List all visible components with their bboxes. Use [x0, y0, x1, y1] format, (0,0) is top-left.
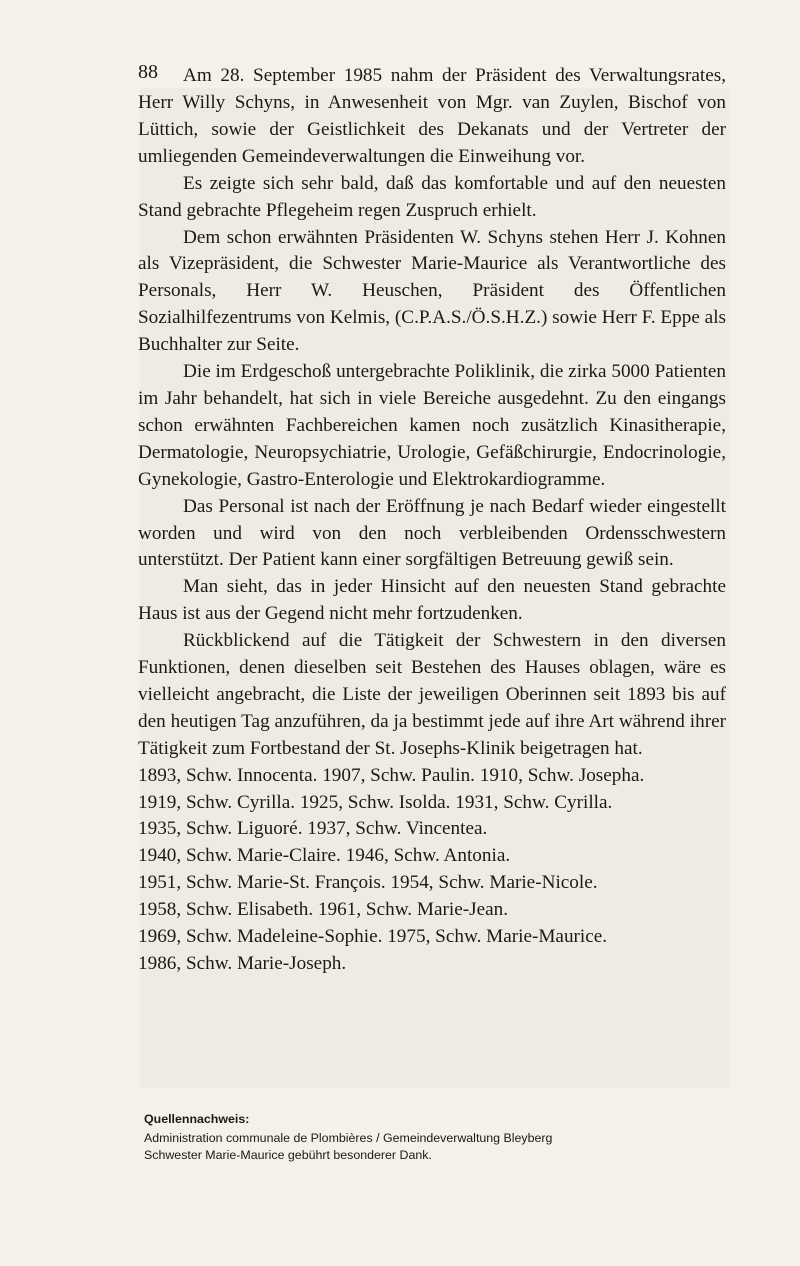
- sources-block: [144, 1111, 724, 1164]
- paragraph-popularity: Es zeigte sich sehr bald, daß das komfortable und auf den neuesten Stand gebrachte Pflegeheim regen Zuspruch erhielt.: [138, 172, 726, 221]
- sources-line: Administration communale de Plombières / Gemeindeverwaltung Bleyberg: [144, 1131, 553, 1145]
- sources-title: Quellennachweis:: [144, 1112, 250, 1126]
- paragraph-staff: Das Personal ist nach der Eröffnung je nach Bedarf wieder eingestellt worden und wird von den noch verbleibenden Ordensschwestern unterstützt. Der Patient kann einer sorgfältigen Betreuung gewiß sein.: [138, 495, 726, 571]
- page-number: 88: [138, 61, 158, 83]
- superiors-line: 1940, Schw. Marie-Claire. 1946, Schw. Antonia.: [138, 845, 511, 867]
- page: [138, 60, 726, 978]
- sources-line: Schwester Marie-Maurice gebührt besonderer Dank.: [144, 1148, 432, 1162]
- paragraph-house: Man sieht, das in jeder Hinsicht auf den neuesten Stand gebrachte Haus ist aus der Gegend nicht mehr fortzudenken.: [138, 576, 726, 625]
- superiors-list: [138, 763, 726, 978]
- paragraph-retrospective: Rückblickend auf die Tätigkeit der Schwestern in den diversen Funktionen, denen dieselben seit Bestehen des Hauses oblagen, wäre es vielleicht angebracht, die Liste der jeweiligen Oberinnen seit 1893 bis auf den heutigen Tag anzuführen, da ja bestimmt jede auf ihre Art während ihrer Tätigkeit zum Fortbestand der St. Josephs-Klinik beigetragen hat.: [138, 630, 726, 759]
- superiors-line: 1958, Schw. Elisabeth. 1961, Schw. Marie-Jean.: [138, 899, 508, 921]
- superiors-line: 1935, Schw. Liguoré. 1937, Schw. Vincentea.: [138, 818, 488, 840]
- paragraph-polyclinic: Die im Erdgeschoß untergebrachte Poliklinik, die zirka 5000 Patienten im Jahr behandelt, hat sich in viele Bereiche ausgedehnt. Zu den eingangs schon erwähnten Fachbereichen kamen noch zusätzlich Kinasitherapie, Dermatologie, Neuropsychiatrie, Urologie, Gefäßchirurgie, Endocrinologie, Gynekologie, Gastro-Enterologie und Elektrokardiogramme.: [138, 361, 726, 490]
- body-text: [138, 63, 726, 978]
- paragraph-board: Dem schon erwähnten Präsidenten W. Schyns stehen Herr J. Kohnen als Vizepräsident, die Schwester Marie-Maurice als Verantwortliche des Personals, Herr W. Heuschen, Präsident des Öffentlichen Sozialhilfezentrums von Kelmis, (C.P.A.S./Ö.S.H.Z.) sowie Herr F. Eppe als Buchhalter zur Seite.: [138, 226, 726, 356]
- superiors-line: 1893, Schw. Innocenta. 1907, Schw. Paulin. 1910, Schw. Josepha.: [138, 764, 645, 786]
- superiors-line: 1951, Schw. Marie-St. François. 1954, Schw. Marie-Nicole.: [138, 872, 598, 894]
- superiors-line: 1969, Schw. Madeleine-Sophie. 1975, Schw. Marie-Maurice.: [138, 926, 608, 948]
- superiors-line: 1986, Schw. Marie-Joseph.: [138, 953, 347, 975]
- paragraph-inauguration: Am 28. September 1985 nahm der Präsident des Verwaltungsrates, Herr Willy Schyns, in Anwesenheit von Mgr. van Zuylen, Bischof von Lüttich, sowie der Geistlichkeit des Dekanats und der Vertreter der umliegenden Gemeindeverwaltungen die Einweihung vor.: [138, 65, 726, 167]
- superiors-line: 1919, Schw. Cyrilla. 1925, Schw. Isolda. 1931, Schw. Cyrilla.: [138, 791, 613, 813]
